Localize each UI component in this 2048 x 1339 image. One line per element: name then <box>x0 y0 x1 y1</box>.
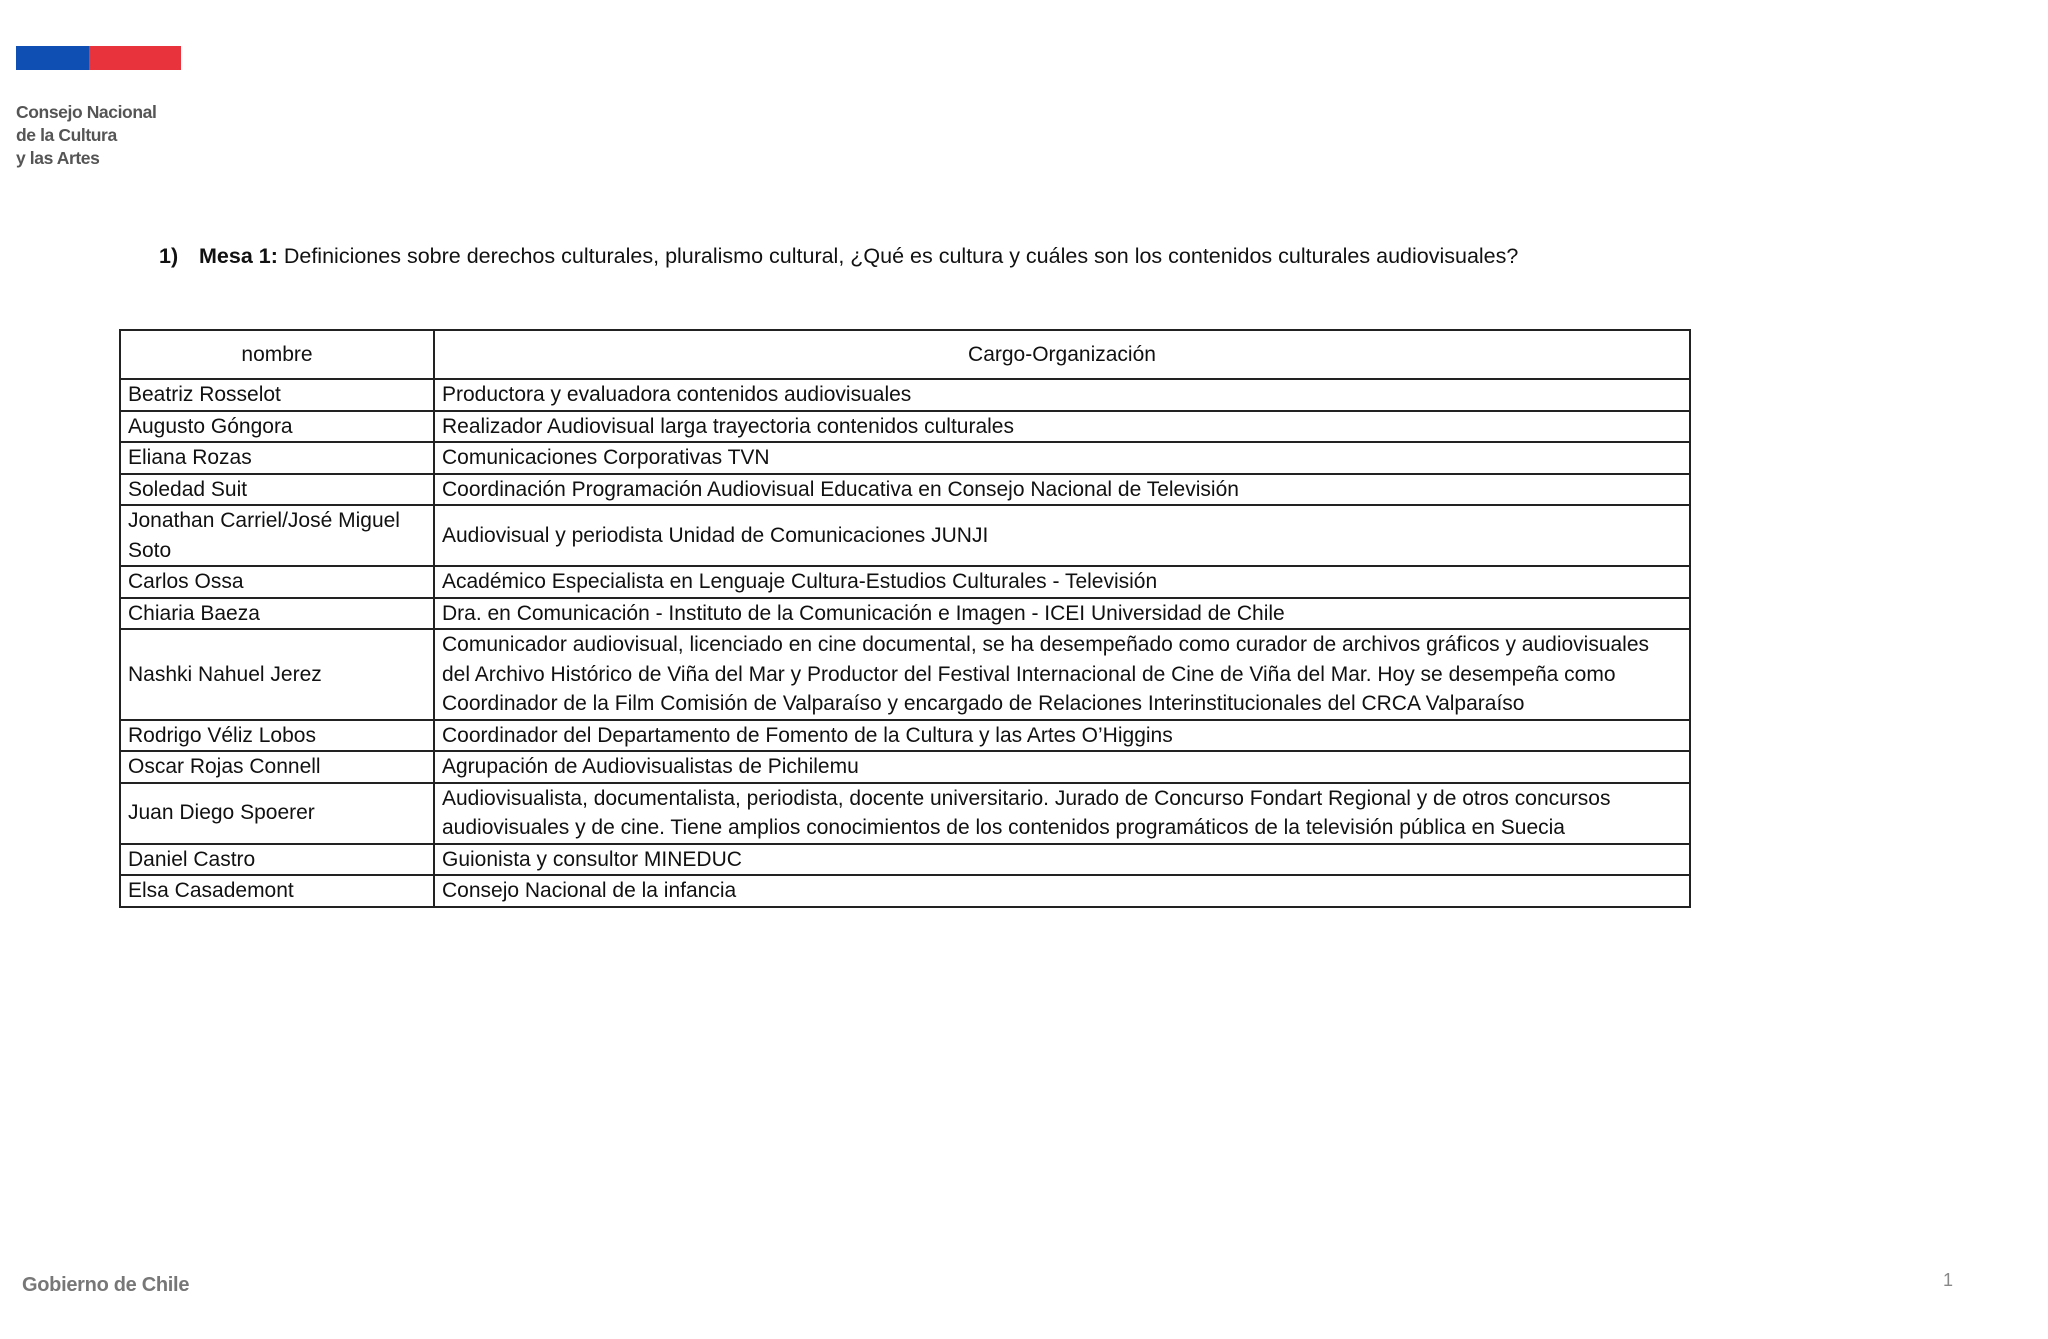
cell-cargo: Comunicador audiovisual, licenciado en cine documental, se ha desempeñado como curador de archivos gráficos y audiovisuales del Archivo Histórico de Viña del Mar y Productor del Festival Internacional de Cine de Viña del Mar. Hoy se desempeña como Coordinador de la Film Comisión de Valparaíso y encargado de Relaciones Interinstitucionales del CRCA Valparaíso <box>434 629 1690 720</box>
page-number: 1 <box>1943 1270 1954 1290</box>
table-row <box>120 720 1690 752</box>
cell-cargo: Audiovisualista, documentalista, periodista, docente universitario. Jurado de Concurso Fondart Regional y de otros concursos audiovisuales y de cine. Tiene amplios conocimientos de los contenidos programáticos de la televisión pública en Suecia <box>434 783 1690 844</box>
participants-table <box>119 329 1691 908</box>
table-row <box>120 629 1690 720</box>
cell-nombre: Augusto Góngora <box>120 411 434 443</box>
cell-nombre: Nashki Nahuel Jerez <box>120 629 434 720</box>
cell-nombre: Elsa Casademont <box>120 875 434 907</box>
cell-cargo: Audiovisual y periodista Unidad de Comunicaciones JUNJI <box>434 505 1690 566</box>
cell-nombre: Chiaria Baeza <box>120 598 434 630</box>
heading-label: Mesa 1: <box>199 244 278 268</box>
table-row <box>120 783 1690 844</box>
logo-text <box>16 101 186 170</box>
table-row <box>120 411 1690 443</box>
table-row <box>120 566 1690 598</box>
cell-nombre: Oscar Rojas Connell <box>120 751 434 783</box>
flag-stripe <box>16 46 181 70</box>
cell-nombre: Daniel Castro <box>120 844 434 876</box>
table-header-row <box>120 330 1690 379</box>
flag-blue-bar <box>16 46 89 70</box>
cell-cargo: Productora y evaluadora contenidos audiovisuales <box>434 379 1690 411</box>
table-body <box>120 379 1690 907</box>
cell-cargo: Coordinación Programación Audiovisual Educativa en Consejo Nacional de Televisión <box>434 474 1690 506</box>
table-row <box>120 598 1690 630</box>
cell-nombre: Jonathan Carriel/José Miguel Soto <box>120 505 434 566</box>
cell-nombre: Carlos Ossa <box>120 566 434 598</box>
cell-nombre: Soledad Suit <box>120 474 434 506</box>
flag-red-bar <box>89 46 181 70</box>
cell-nombre: Juan Diego Spoerer <box>120 783 434 844</box>
table-row <box>120 379 1690 411</box>
cell-nombre: Eliana Rozas <box>120 442 434 474</box>
heading-number: 1) <box>159 244 179 268</box>
cell-cargo: Comunicaciones Corporativas TVN <box>434 442 1690 474</box>
header-cargo: Cargo-Organización <box>434 330 1690 379</box>
heading-text: Definiciones sobre derechos culturales, pluralismo cultural, ¿Qué es cultura y cuáles son los contenidos culturales audiovisuales? <box>277 244 1519 268</box>
cell-cargo: Realizador Audiovisual larga trayectoria contenidos culturales <box>434 411 1690 443</box>
gobierno-logo: Gobierno de Chile <box>22 1274 190 1296</box>
table-row <box>120 844 1690 876</box>
cell-cargo: Coordinador del Departamento de Fomento de la Cultura y las Artes O’Higgins <box>434 720 1690 752</box>
table-row <box>120 442 1690 474</box>
logo-line-2: de la Cultura <box>16 125 117 145</box>
table-row <box>120 875 1690 907</box>
cell-cargo: Dra. en Comunicación - Instituto de la Comunicación e Imagen - ICEI Universidad de Chile <box>434 598 1690 630</box>
cell-cargo: Agrupación de Audiovisualistas de Pichilemu <box>434 751 1690 783</box>
cell-nombre: Beatriz Rosselot <box>120 379 434 411</box>
cell-cargo: Académico Especialista en Lenguaje Cultura-Estudios Culturales - Televisión <box>434 566 1690 598</box>
header-nombre: nombre <box>120 330 434 379</box>
section-heading <box>159 244 1518 269</box>
logo-line-3: y las Artes <box>16 148 100 168</box>
table-row <box>120 505 1690 566</box>
cell-cargo: Guionista y consultor MINEDUC <box>434 844 1690 876</box>
cnca-logo <box>16 46 186 170</box>
table-row <box>120 474 1690 506</box>
logo-line-1: Consejo Nacional <box>16 102 157 122</box>
table-row <box>120 751 1690 783</box>
cell-nombre: Rodrigo Véliz Lobos <box>120 720 434 752</box>
cell-cargo: Consejo Nacional de la infancia <box>434 875 1690 907</box>
